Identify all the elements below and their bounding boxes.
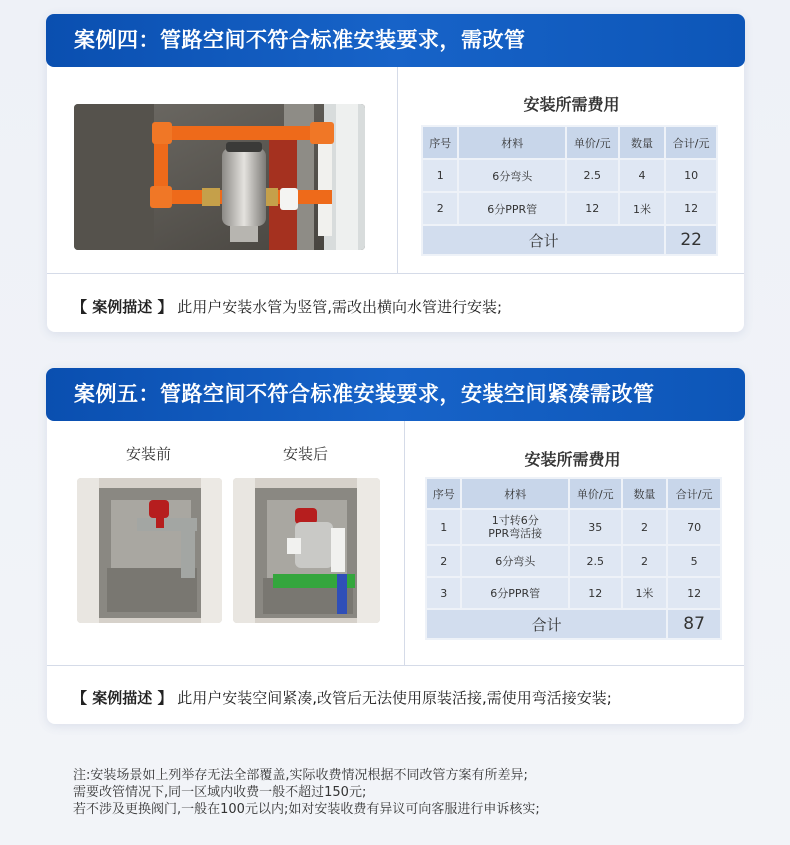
cell: 2 bbox=[427, 546, 460, 576]
cell: 3 bbox=[427, 578, 460, 608]
case4-card bbox=[47, 14, 744, 332]
desc-text: 此用户安装水管为竖管,需改出横向水管进行安装; bbox=[177, 298, 503, 316]
cell: 12 bbox=[567, 193, 618, 224]
case4-fee-table bbox=[421, 125, 718, 256]
cell: 10 bbox=[666, 160, 716, 191]
cell: 6分PPR管 bbox=[459, 193, 564, 224]
col-qty: 数量 bbox=[620, 127, 665, 158]
cell: 70 bbox=[668, 510, 720, 544]
case4-description bbox=[72, 296, 502, 317]
before-photo bbox=[77, 478, 222, 623]
case4-col-divider bbox=[397, 67, 398, 273]
cell: 6分弯头 bbox=[459, 160, 564, 191]
cell: 2 bbox=[623, 510, 667, 544]
note-line: 需要改管情况下,同一区域内收费一般不超过150元; bbox=[73, 785, 367, 800]
cell: 1 bbox=[427, 510, 460, 544]
col-index: 序号 bbox=[423, 127, 457, 158]
cell: 12 bbox=[668, 578, 720, 608]
case4-photo bbox=[74, 104, 365, 250]
cell: 4 bbox=[620, 160, 665, 191]
cell: 5 bbox=[668, 546, 720, 576]
case5-fee-title: 安装所需费用 bbox=[524, 450, 621, 469]
total-value: 22 bbox=[666, 226, 716, 254]
col-qty: 数量 bbox=[623, 479, 667, 508]
col-subtotal: 合计/元 bbox=[668, 479, 720, 508]
case5-row-divider bbox=[47, 665, 744, 666]
table-total-row bbox=[423, 226, 716, 254]
case5-description bbox=[72, 687, 612, 708]
cell: 1寸转6分 PPR弯活接 bbox=[462, 510, 567, 544]
after-label: 安装后 bbox=[282, 445, 328, 463]
cell: 2 bbox=[623, 546, 667, 576]
total-label: 合计 bbox=[423, 226, 664, 254]
before-label: 安装前 bbox=[125, 445, 171, 463]
table-row bbox=[427, 578, 720, 608]
col-price: 单价/元 bbox=[567, 127, 618, 158]
cell: 35 bbox=[570, 510, 621, 544]
desc-tag: 【 案例描述 】 bbox=[72, 689, 173, 707]
footnotes bbox=[73, 767, 540, 818]
col-subtotal: 合计/元 bbox=[666, 127, 716, 158]
col-material: 材料 bbox=[459, 127, 564, 158]
cell: 6分弯头 bbox=[462, 546, 567, 576]
case5-col-divider bbox=[404, 421, 405, 665]
cell: 2 bbox=[423, 193, 457, 224]
table-total-row bbox=[427, 610, 720, 638]
table-row bbox=[427, 510, 720, 544]
cell: 12 bbox=[666, 193, 716, 224]
col-price: 单价/元 bbox=[570, 479, 621, 508]
case4-header: 案例四：管路空间不符合标准安装要求，需改管 bbox=[46, 14, 745, 67]
table-row bbox=[427, 546, 720, 576]
desc-text: 此用户安装空间紧凑,改管后无法使用原装活接,需使用弯活接安装; bbox=[177, 689, 612, 707]
table-row bbox=[423, 193, 716, 224]
cell: 6分PPR管 bbox=[462, 578, 567, 608]
cell: 1米 bbox=[620, 193, 665, 224]
desc-tag: 【 案例描述 】 bbox=[72, 298, 173, 316]
cell: 12 bbox=[570, 578, 621, 608]
note-line: 若不涉及更换阀门,一般在100元以内;如对安装收费有异议可向客服进行申诉核实; bbox=[73, 802, 540, 817]
cell: 2.5 bbox=[570, 546, 621, 576]
total-value: 87 bbox=[668, 610, 720, 638]
case4-row-divider bbox=[47, 273, 744, 274]
cell: 1米 bbox=[623, 578, 667, 608]
note-line: 注:安装场景如上列举存无法全部覆盖,实际收费情况根据不同改管方案有所差异; bbox=[73, 768, 528, 783]
cell: 1 bbox=[423, 160, 457, 191]
table-header-row bbox=[427, 479, 720, 508]
table-row bbox=[423, 160, 716, 191]
case5-header: 案例五：管路空间不符合标准安装要求，安装空间紧凑需改管 bbox=[46, 368, 745, 421]
cell: 2.5 bbox=[567, 160, 618, 191]
case5-card bbox=[47, 368, 744, 724]
after-photo bbox=[233, 478, 380, 623]
table-header-row bbox=[423, 127, 716, 158]
case5-fee-table bbox=[425, 477, 722, 640]
col-index: 序号 bbox=[427, 479, 460, 508]
total-label: 合计 bbox=[427, 610, 666, 638]
case4-fee-title: 安装所需费用 bbox=[523, 95, 620, 114]
col-material: 材料 bbox=[462, 479, 567, 508]
